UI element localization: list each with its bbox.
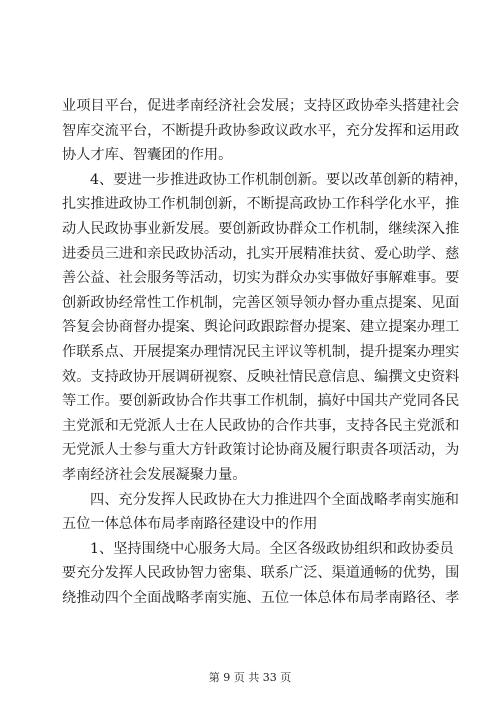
text-line: 答复会协商督办提案、舆论问政跟踪督办提案、建立提案办理工 — [62, 319, 460, 336]
text-line: 无党派人士参与重大方针政策讨论协商及履行职责各项活动，为 — [62, 442, 460, 459]
text-line: 善公益、社会服务等活动，切实为群众办实事做好事解难事。要 — [62, 270, 460, 287]
text-line: 五位一体总体布局孝南路径建设中的作用 — [62, 516, 318, 533]
text-line: 1、坚持围绕中心服务大局。全区各级政协组织和政协委员 — [90, 540, 454, 557]
text-line: 作联系点、开展提案办理情况民主评议等机制，提升提案办理实 — [62, 343, 460, 360]
text-line: 四、充分发挥人民政协在大力推进四个全面战略孝南实施和 — [90, 491, 459, 508]
text-line: 业项目平台，促进孝南经济社会发展；支持区政协牵头搭建社会 — [62, 98, 460, 114]
text-line: 智库交流平台，不断提升政协参政议政水平，充分发挥和运用政 — [62, 122, 460, 139]
text-line: 孝南经济社会发展凝聚力量。 — [62, 466, 247, 483]
text-line: 扎实推进政协工作机制创新，不断提高政协工作科学化水平，推 — [62, 196, 460, 213]
text-line: 要充分发挥人民政协智力密集、联系广泛、渠道通畅的优势，围 — [62, 565, 460, 582]
text-line: 协人才库、智囊团的作用。 — [62, 147, 233, 164]
text-line: 等工作。要创新政协合作共事工作机制，搞好中国共产党同各民 — [62, 393, 460, 410]
text-line: 动人民政协事业新发展。要创新政协群众工作机制，继续深入推 — [62, 220, 460, 237]
text-line: 绕推动四个全面战略孝南实施、五位一体总体布局孝南路径、孝 — [62, 589, 460, 606]
text-line: 进委员三进和亲民政协活动，扎实开展精准扶贫、爱心助学、慈 — [62, 245, 460, 262]
text-line: 效。支持政协开展调研视察、反映社情民意信息、编撰文史资料 — [62, 368, 460, 385]
text-line: 4、要进一步推进政协工作机制创新。要以改革创新的精神， — [90, 171, 468, 188]
text-line: 主党派和无党派人士在人民政协的合作共事，支持各民主党派和 — [62, 417, 460, 434]
body-text — [62, 94, 468, 610]
text-line: 创新政协经常性工作机制，完善区领导领办督办重点提案、见面 — [62, 294, 460, 311]
page-footer: 第 9 页 共 33 页 — [208, 671, 292, 684]
